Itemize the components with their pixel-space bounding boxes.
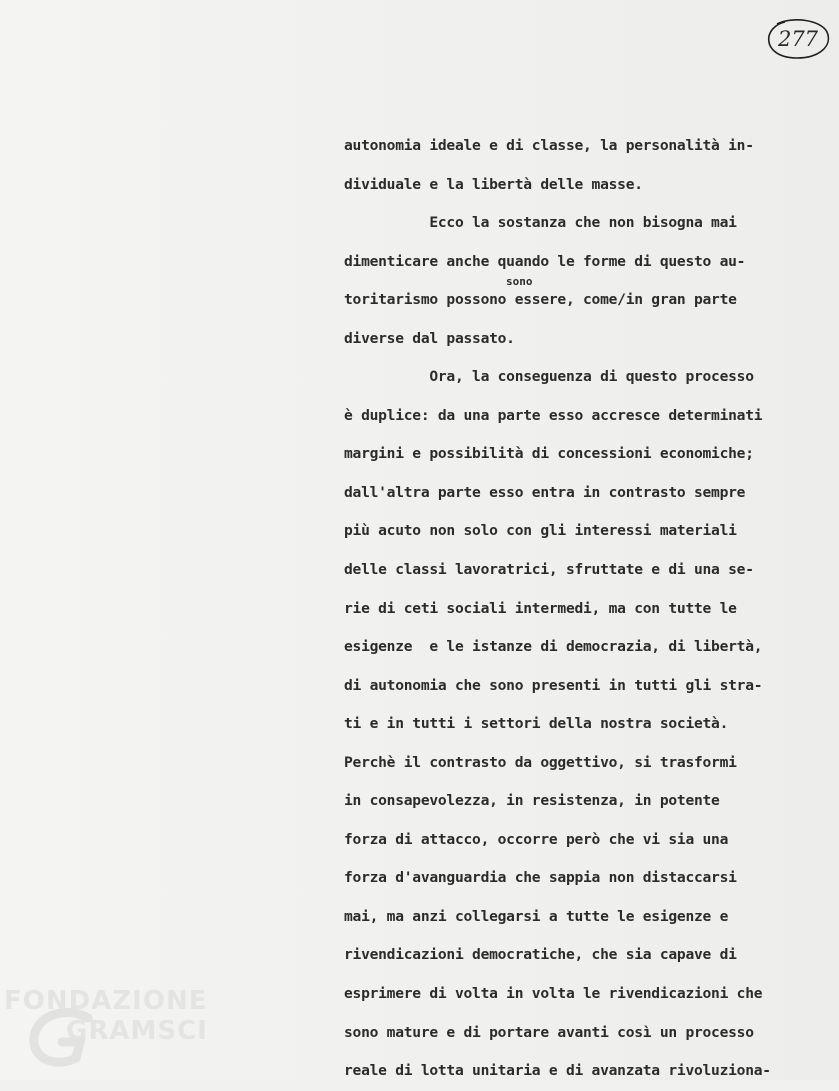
text-line: dimenticare anche quando le forme di questo au- <box>344 252 746 270</box>
page-number-stamp <box>763 18 833 60</box>
watermark <box>0 986 210 1076</box>
text-line: Perchè il contrasto da oggettivo, si trasformi <box>344 753 737 771</box>
text-line: rie di ceti sociali intermedi, ma con tutte le <box>344 599 737 617</box>
text-line: rivendicazioni democratiche, che sia capave di <box>344 946 737 964</box>
typed-text-body <box>344 127 834 1091</box>
text-line: dall'altra parte esso entra in contrasto sempre <box>344 483 746 501</box>
page-number: 277 <box>777 27 819 51</box>
text-line: è duplice: da una parte esso accresce determinati <box>344 406 763 424</box>
text-line: diverse dal passato. <box>344 329 515 347</box>
text-line: margini e possibilità di concessioni economiche; <box>344 445 754 463</box>
text-line: Ecco la sostanza che non bisogna mai <box>344 214 737 232</box>
text-line: di autonomia che sono presenti in tutti gli stra- <box>344 676 763 694</box>
text-line: reale di lotta unitaria e di avanzata rivoluziona- <box>344 1062 771 1080</box>
watermark-line-2: GRAMSCI <box>66 1016 208 1046</box>
text-line: forza di attacco, occorre però che vi sia una <box>344 830 729 848</box>
text-line: Ora, la conseguenza di questo processo <box>344 368 754 386</box>
text-line: mai, ma anzi collegarsi a tutte le esigenze e <box>344 907 729 925</box>
text-line: sono mature e di portare avanti così un processo <box>344 1023 754 1041</box>
text-line: esprimere di volta in volta le rivendicazioni che <box>344 985 763 1003</box>
text-line: toritarismo possono essere, come/in gran parte <box>344 291 737 309</box>
text-line: dividuale e la libertà delle masse. <box>344 175 643 193</box>
text-line: forza d'avanguardia che sappia non distaccarsi <box>344 869 737 887</box>
interlinear-correction: sono <box>506 275 533 288</box>
text-line: ti e in tutti i settori della nostra società. <box>344 715 729 733</box>
watermark-line-1: FONDAZIONE <box>4 986 208 1016</box>
text-line: più acuto non solo con gli interessi materiali <box>344 522 737 540</box>
text-line: esigenze e le istanze di democrazia, di libertà, <box>344 638 763 656</box>
text-line: delle classi lavoratrici, sfruttate e di una se- <box>344 561 754 579</box>
text-line: in consapevolezza, in resistenza, in potente <box>344 792 720 810</box>
text-line: autonomia ideale e di classe, la personalità in- <box>344 137 754 154</box>
